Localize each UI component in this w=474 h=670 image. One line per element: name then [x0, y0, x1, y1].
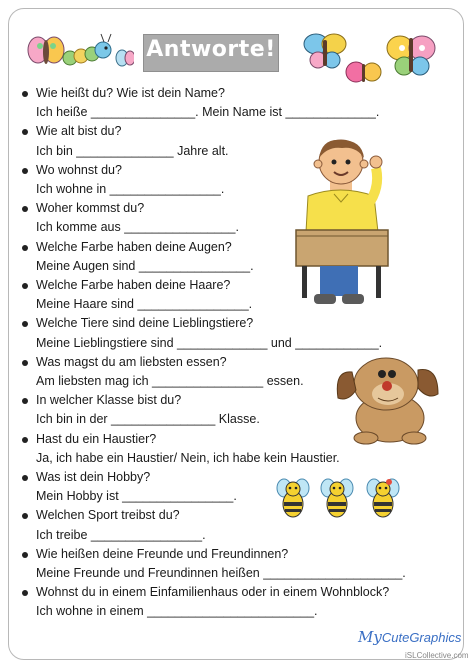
bee-icon [277, 479, 309, 517]
mycutegraphics-logo: MyCuteGraphics [358, 628, 462, 646]
question-text: Was ist dein Hobby? [18, 468, 458, 487]
butterfly-blue-icon [304, 34, 346, 68]
bees-clipart [272, 474, 412, 522]
answer-text: Ich bin in der _______________ Klasse. [36, 412, 260, 427]
answer-text: Ich bin ______________ Jahre alt. [36, 143, 229, 158]
question-text: Wie alt bist du? [18, 122, 458, 141]
list-item [18, 583, 458, 621]
butterfly-pink-icon [346, 62, 381, 82]
boy-at-desk-clipart [294, 136, 390, 308]
list-item [18, 122, 458, 160]
question-text: In welcher Klasse bist du? [18, 391, 458, 410]
watermark: iSLCollective.com [405, 651, 469, 660]
butterfly-yellow-icon [387, 36, 435, 75]
butterfly-small-icon [116, 50, 134, 66]
answer-text: Ich heiße _______________. Mein Name ist _____________. [36, 105, 380, 120]
list-item [18, 314, 458, 352]
caterpillar-butterfly-clipart [24, 28, 134, 76]
list-item [18, 238, 458, 276]
question-text: Wo wohnst du? [18, 161, 458, 180]
answer-text: Meine Augen sind ________________. [36, 258, 254, 273]
list-item [18, 161, 458, 199]
answer-text: Meine Freunde und Freundinnen heißen ____________________. [36, 566, 406, 581]
answer-text: Ich komme aus ________________. [36, 220, 239, 235]
answer-text: Meine Lieblingstiere sind _____________ und ____________. [36, 335, 383, 350]
butterflies-clipart [302, 28, 452, 86]
answer-text: Meine Haare sind ________________. [36, 297, 253, 312]
question-text: Wie heißen deine Freunde und Freundinnen? [18, 545, 458, 564]
question-text: Wie heißt du? Wie ist dein Name? [18, 84, 458, 103]
question-text: Welchen Sport treibst du? [18, 506, 458, 525]
question-text: Wohnst du in einem Einfamilienhaus oder in einem Wohnblock? [18, 583, 458, 602]
answer-text: Ich wohne in ________________. [36, 182, 225, 197]
question-text: Was magst du am liebsten essen? [18, 353, 458, 372]
list-item [18, 199, 458, 237]
bee-icon [321, 479, 353, 517]
answer-text: Ich wohne in einem ________________________. [36, 604, 318, 619]
question-text: Welche Farbe haben deine Augen? [18, 238, 458, 257]
title-box [143, 34, 279, 72]
page-title: Antworte! [146, 37, 276, 62]
dog-clipart [334, 350, 444, 445]
caterpillar-icon [63, 34, 111, 65]
question-text: Welche Farbe haben deine Haare? [18, 276, 458, 295]
answer-text: Ich treibe ________________. [36, 527, 206, 542]
question-text: Welche Tiere sind deine Lieblingstiere? [18, 314, 458, 333]
question-text: Woher kommst du? [18, 199, 458, 218]
question-text: Hast du ein Haustier? [18, 430, 458, 449]
list-item [18, 545, 458, 583]
bee-icon [367, 479, 399, 517]
list-item [18, 276, 458, 314]
list-item [18, 84, 458, 122]
answer-text: Ja, ich habe ein Haustier/ Nein, ich habe kein Haustier. [36, 450, 340, 465]
butterfly-left-icon [28, 37, 64, 64]
answer-text: Mein Hobby ist ________________. [36, 489, 237, 504]
answer-text: Am liebsten mag ich ________________ essen. [36, 374, 304, 389]
